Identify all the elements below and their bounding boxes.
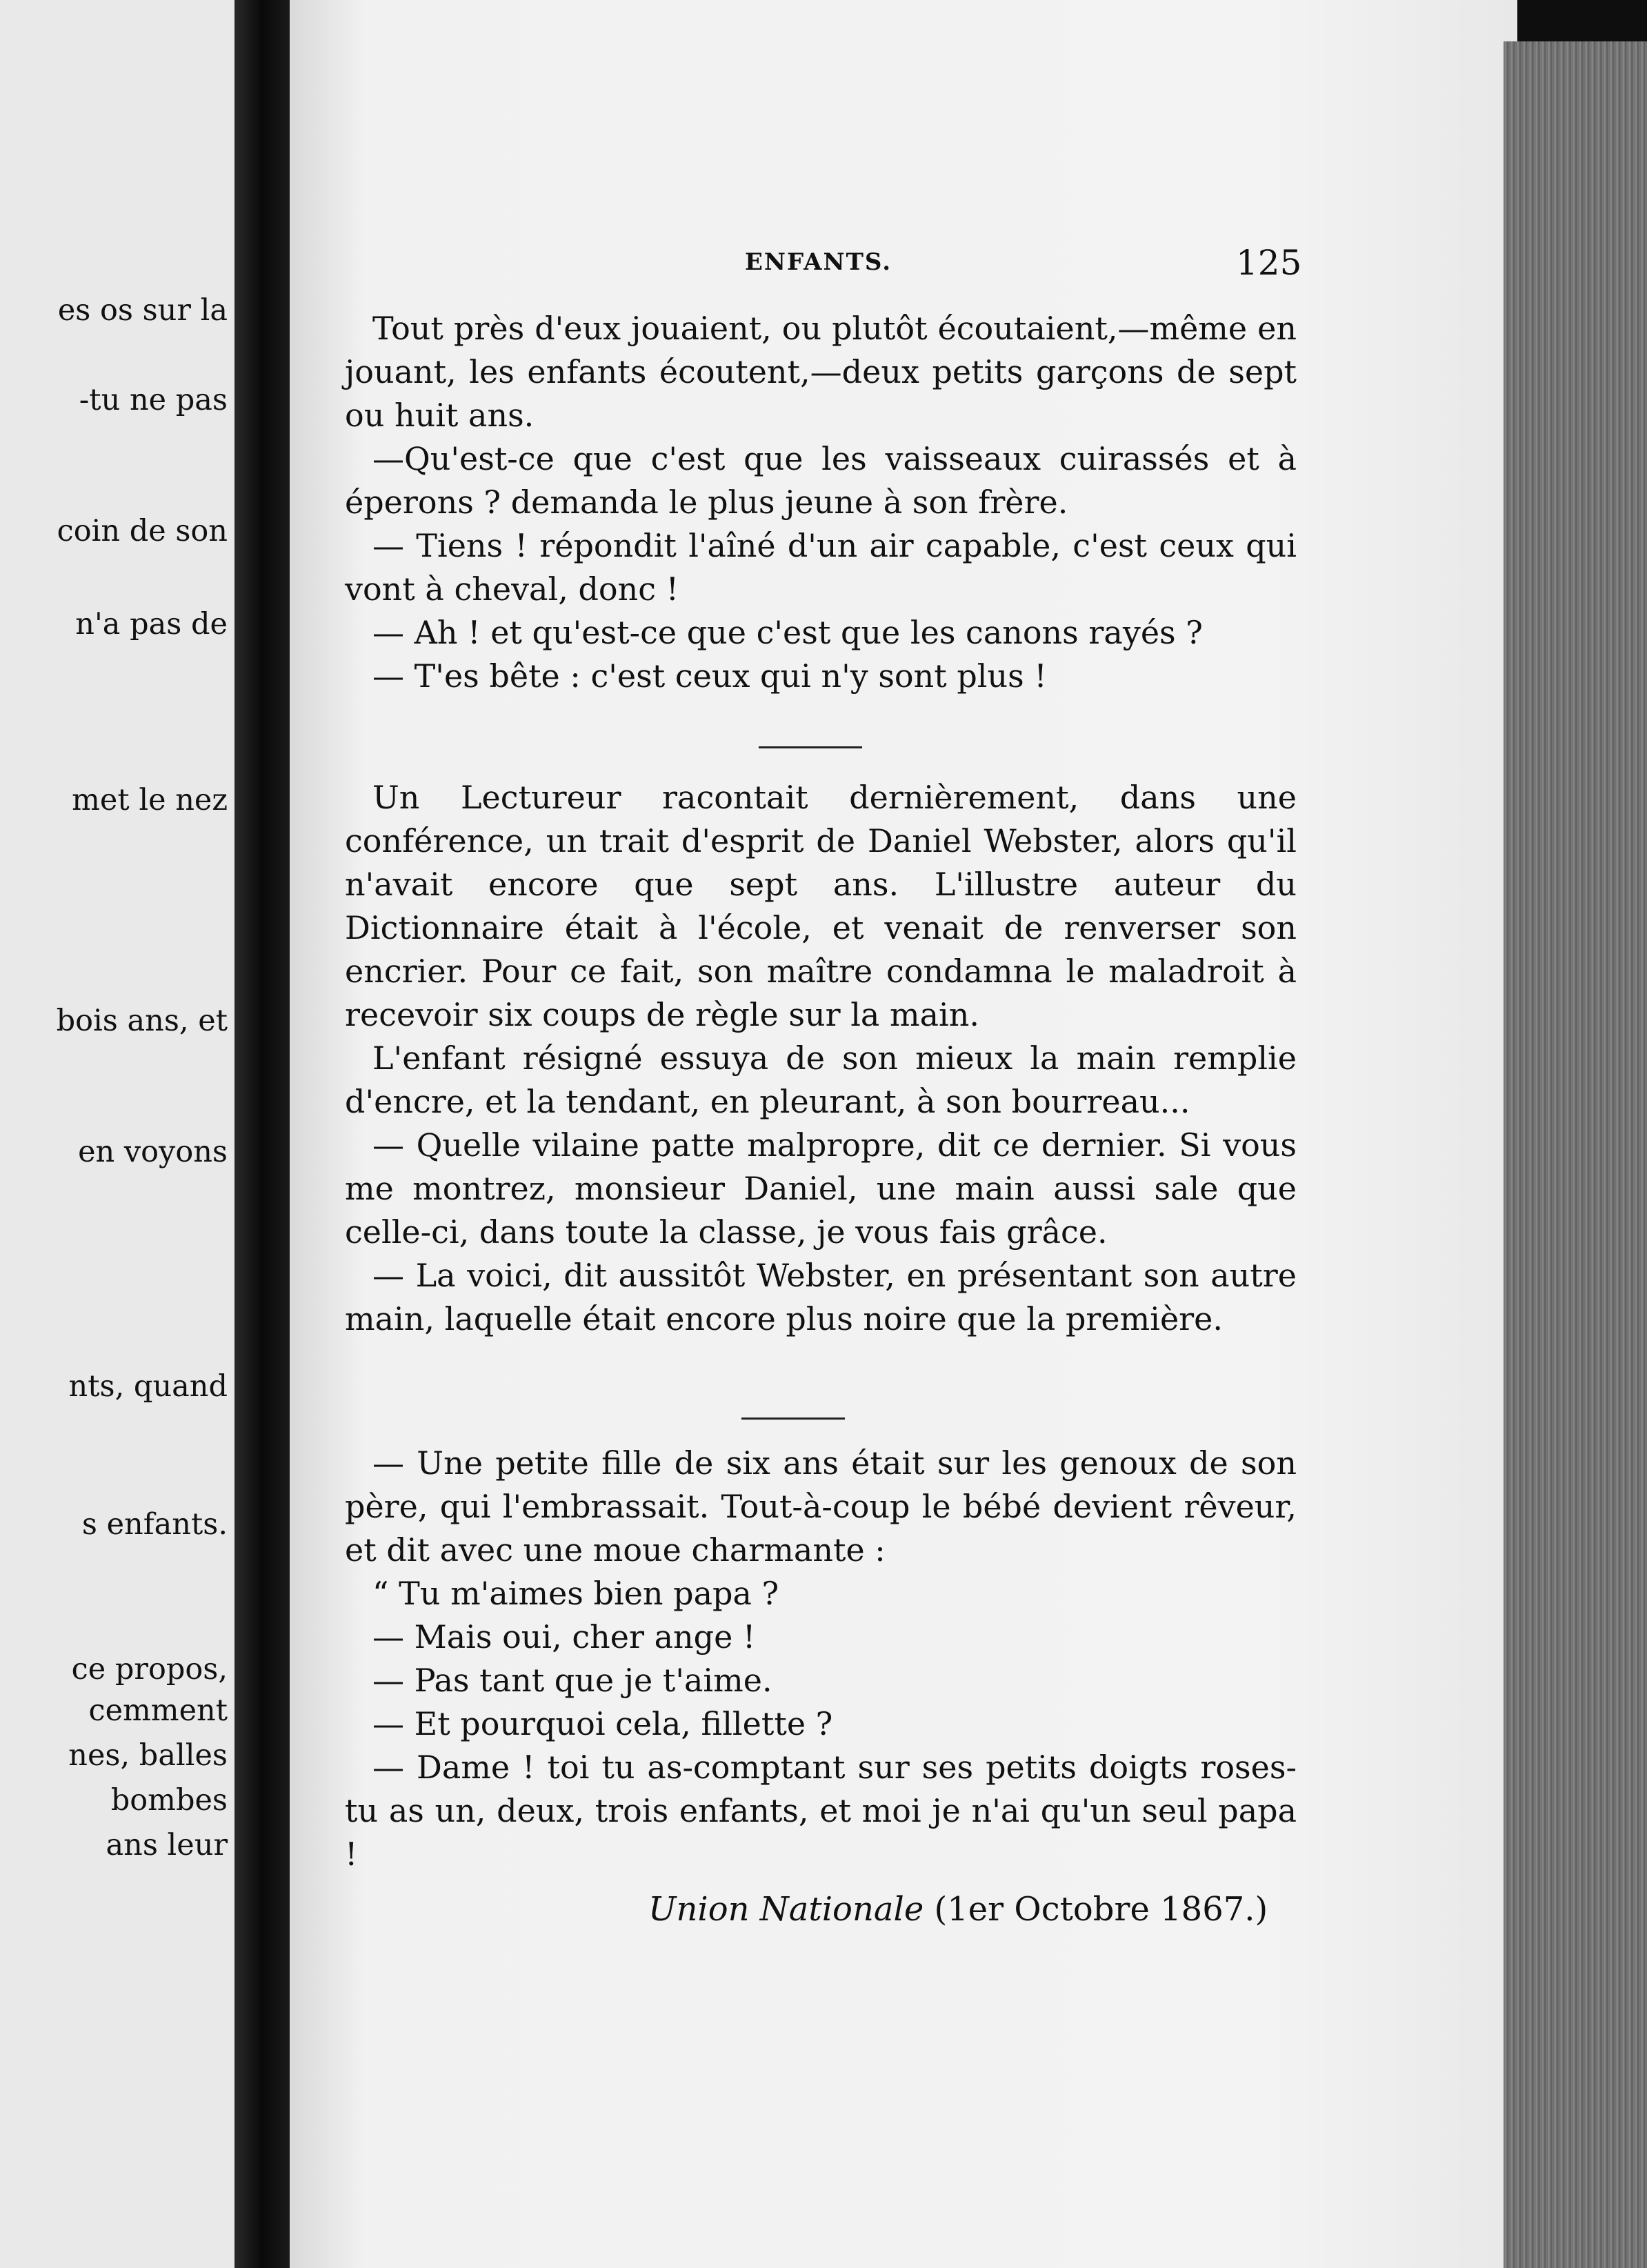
dialogue-line: — Mais oui, cher ange ! [372, 1618, 756, 1655]
source-publication: Union Nationale [648, 1890, 924, 1929]
paragraph: Tout près d'eux jouaient, ou plutôt écoutaient,—même en jouant, les enfants écoutent,—deux petits garçons de sept ou huit ans. [345, 310, 1297, 434]
page-number: 125 [1236, 243, 1302, 283]
paragraph: — T'es bête : c'est ceux qui n'y sont plus ! [372, 657, 1047, 695]
section-3 [345, 1442, 1297, 1876]
left-page-line: bombes [110, 1783, 228, 1818]
left-page-line: bois ans, et [56, 1004, 228, 1038]
book-gutter [234, 0, 290, 2268]
source-citation [648, 1890, 1268, 1929]
left-page-line: nts, quand [68, 1369, 228, 1404]
left-page-line: nes, balles [68, 1738, 228, 1773]
left-page-line: -tu ne pas [79, 383, 228, 417]
paragraph: — La voici, dit aussitôt Webster, en présentant son autre main, laquelle était encore plus noire que la première. [345, 1257, 1297, 1337]
source-date: (1er Octobre 1867.) [934, 1890, 1268, 1929]
left-page-line: n'a pas de [75, 607, 228, 641]
running-header: ENFANTS. [745, 248, 892, 276]
dialogue-line: “ Tu m'aimes bien papa ? [372, 1575, 779, 1612]
left-page-line: en voyons [78, 1135, 228, 1169]
paragraph: —Qu'est-ce que c'est que les vaisseaux cuirassés et à éperons ? demanda le plus jeune à son frère. [345, 440, 1297, 521]
section-divider [759, 746, 862, 748]
paragraph: Un Lectureur racontait dernièrement, dans une conférence, un trait d'esprit de Daniel Webster, alors qu'il n'avait encore que sept ans. L'illustre auteur du Dictionnaire était à l'école, et venait de renverser son encrier. Pour ce fait, son maître condamna le maladroit à recevoir six coups de règle sur la main. [345, 779, 1297, 1033]
paragraph: — Ah ! et qu'est-ce que c'est que les canons rayés ? [372, 614, 1203, 651]
left-page-line: coin de son [57, 514, 228, 548]
paragraph: L'enfant résigné essuya de son mieux la main remplie d'encre, et la tendant, en pleurant, à son bourreau... [345, 1040, 1297, 1120]
left-page-line: met le nez [72, 783, 228, 817]
left-page [0, 0, 234, 2268]
section-1 [345, 307, 1297, 698]
left-page-line: es os sur la [57, 293, 228, 328]
left-page-line: ans leur [106, 1828, 228, 1862]
paragraph: — Tiens ! répondit l'aîné d'un air capable, c'est ceux qui vont à cheval, donc ! [345, 527, 1297, 608]
paragraph: — Une petite fille de six ans était sur les genoux de son père, qui l'embrassait. Tout-à-coup le bébé devient rêveur, et dit avec une moue charmante : [345, 1444, 1297, 1569]
left-page-line: ce propos, [71, 1652, 228, 1687]
section-2 [345, 776, 1297, 1341]
dialogue-line: — Pas tant que je t'aime. [372, 1662, 772, 1699]
left-page-line: cemment [88, 1693, 228, 1728]
page-edges [1504, 41, 1647, 2268]
section-divider [741, 1418, 845, 1420]
dialogue-line: — Dame ! toi tu as-comptant sur ses petits doigts roses-tu as un, deux, trois enfants, et moi je n'ai qu'un seul papa ! [345, 1749, 1297, 1873]
left-page-line: s enfants. [81, 1507, 228, 1542]
paragraph: — Quelle vilaine patte malpropre, dit ce dernier. Si vous me montrez, monsieur Daniel, une main aussi sale que celle-ci, dans toute la classe, je vous fais grâce. [345, 1126, 1297, 1251]
dialogue-line: — Et pourquoi cela, fillette ? [372, 1705, 833, 1742]
